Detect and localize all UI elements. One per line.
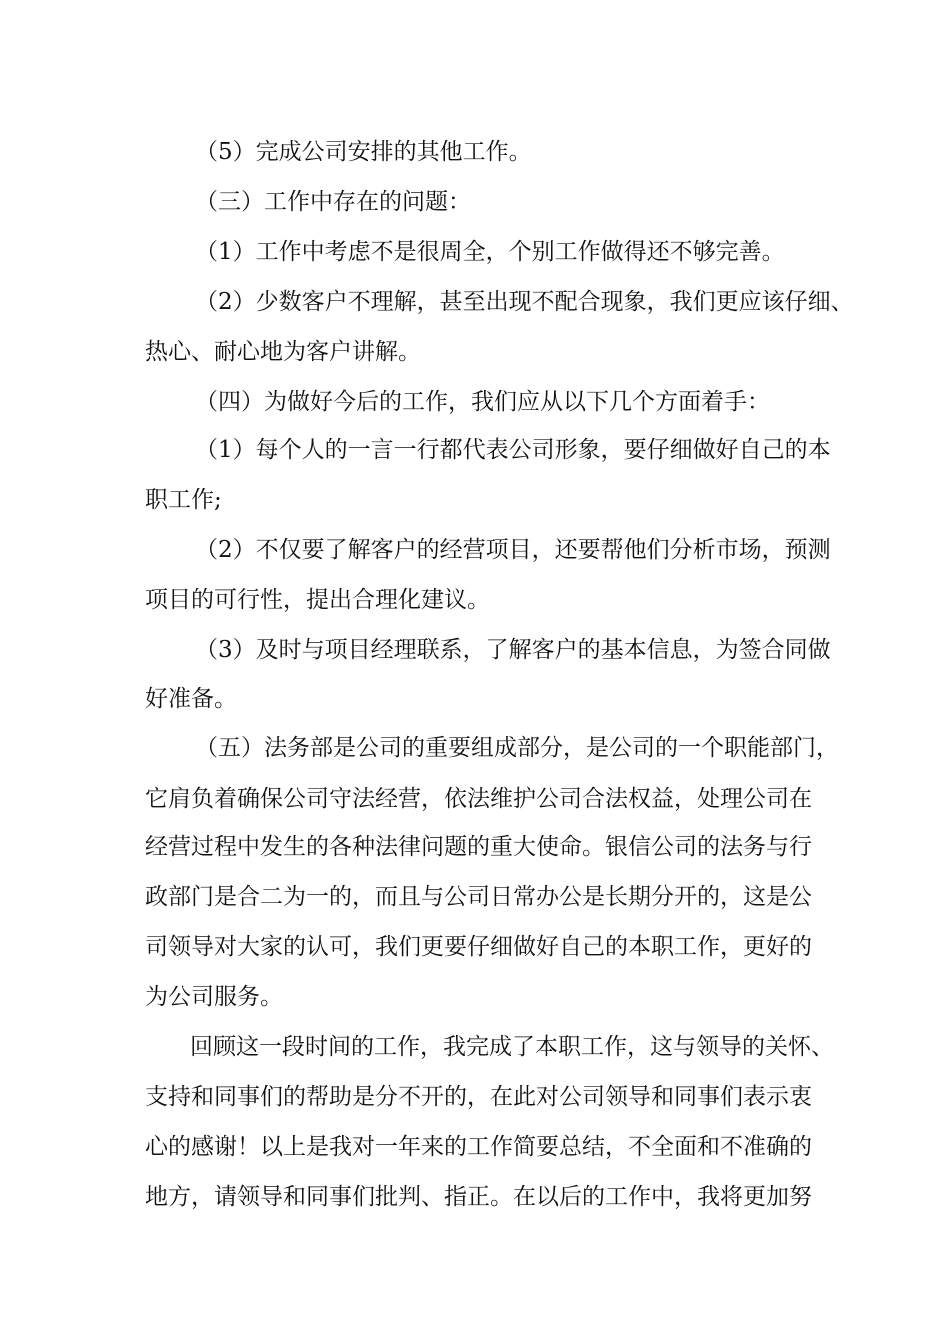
text-line: （2）少数客户不理解，甚至出现不配合现象，我们更应该仔细、 — [195, 289, 854, 315]
text-line: 司领导对大家的认可，我们更要仔细做好自己的本职工作，更好的 — [145, 934, 812, 960]
text-line: 项目的可行性，提出合理化建议。 — [145, 587, 490, 613]
text-line: 它肩负着确保公司守法经营，依法维护公司合法权益，处理公司在 — [145, 786, 812, 812]
text-line: （1）每个人的一言一行都代表公司形象，要仔细做好自己的本 — [195, 437, 831, 463]
text-line: 政部门是合二为一的，而且与公司日常办公是长期分开的，这是公 — [145, 884, 812, 910]
text-line: 经营过程中发生的各种法律问题的重大使命。银信公司的法务与行 — [145, 834, 812, 860]
text-line: （5）完成公司安排的其他工作。 — [195, 139, 532, 165]
text-line: 热心、耐心地为客户讲解。 — [145, 339, 421, 365]
text-line: 支持和同事们的帮助是分不开的，在此对公司领导和同事们表示衷 — [145, 1084, 812, 1110]
text-line: 好准备。 — [145, 686, 237, 712]
text-line: 职工作; — [145, 487, 222, 513]
text-line: （3）及时与项目经理联系，了解客户的基本信息，为签合同做 — [195, 637, 831, 663]
text-line: （1）工作中考虑不是很周全，个别工作做得还不够完善。 — [195, 239, 785, 265]
text-line: （四）为做好今后的工作，我们应从以下几个方面着手： — [195, 389, 770, 415]
text-line: （五）法务部是公司的重要组成部分，是公司的一个职能部门， — [195, 735, 839, 761]
text-line: 为公司服务。 — [145, 984, 283, 1010]
text-line: （2）不仅要了解客户的经营项目，还要帮他们分析市场，预测 — [195, 537, 831, 563]
text-line: 回顾这一段时间的工作，我完成了本职工作，这与领导的关怀、 — [190, 1034, 834, 1060]
text-line: 地方，请领导和同事们批判、指正。在以后的工作中，我将更加努 — [145, 1184, 812, 1210]
text-line: （三）工作中存在的问题： — [195, 189, 471, 215]
text-line: 心的感谢！以上是我对一年来的工作简要总结，不全面和不准确的 — [145, 1134, 812, 1160]
